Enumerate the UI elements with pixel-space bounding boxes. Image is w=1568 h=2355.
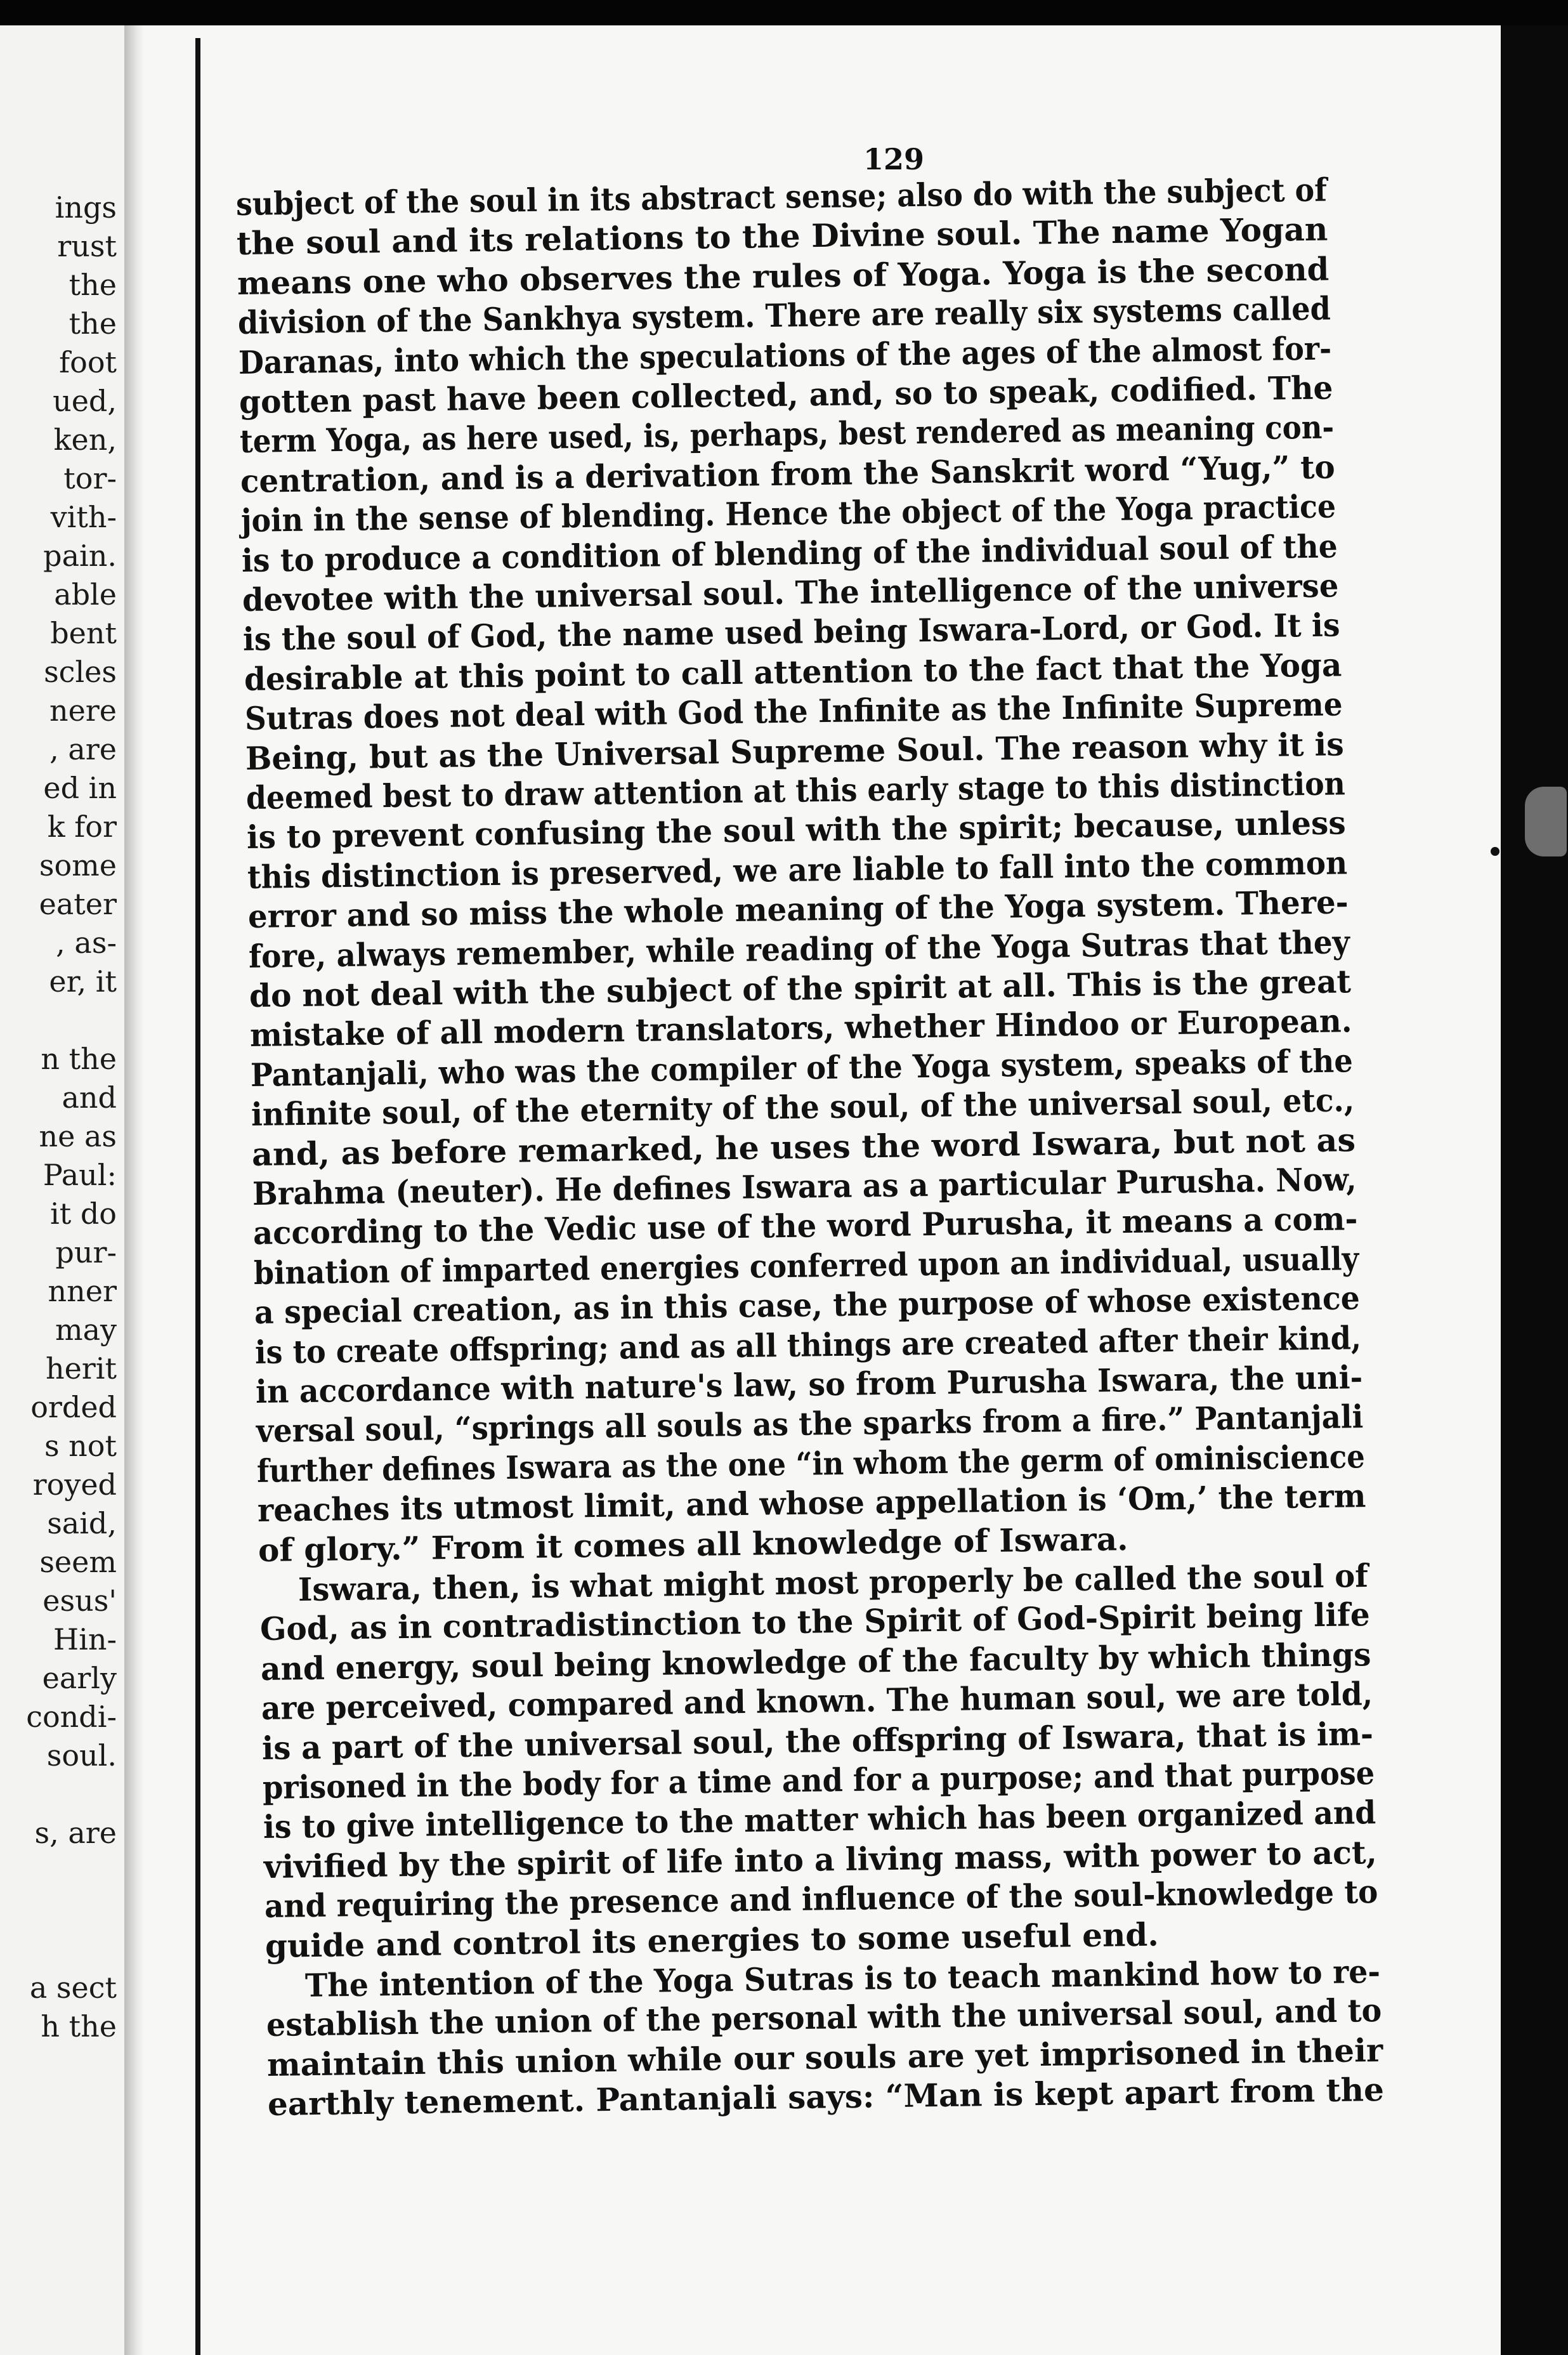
facing-page-fragment: condi- — [26, 1700, 117, 1734]
text-line: a special creation, as in this case, the purpose of whose existence — [254, 1279, 1361, 1332]
text-line: and requiring the presence and influence of the soul-knowledge to — [264, 1873, 1378, 1925]
text-line: Daranas, into which the speculations of the ages of the almost for- — [238, 329, 1332, 381]
text-line: maintain this union while our souls are yet imprisoned in their — [266, 2031, 1383, 2083]
facing-page-fragment: soul. — [46, 1738, 117, 1773]
text-line: is to prevent confusing the soul with the spirit; because, unless — [246, 804, 1346, 856]
text-line: term Yoga, as here used, is, perhaps, best rendered as meaning con- — [239, 408, 1335, 461]
facing-page-fragment: royed — [32, 1467, 117, 1502]
facing-page-fragment: Paul: — [42, 1158, 117, 1192]
text-line: division of the Sankhya system. There are really six systems called — [237, 289, 1331, 342]
text-line: according to the Vedic use of the word Purusha, it means a com- — [252, 1200, 1358, 1252]
text-line: is a part of the universal soul, the offspring of Iswara, that is im- — [261, 1714, 1373, 1767]
text-line: further defines Iswara as the one “in whom the germ of ominiscience — [256, 1437, 1366, 1490]
scan-right-border — [1501, 25, 1568, 2355]
facing-page-fragment: herit — [45, 1351, 117, 1386]
scan-top-border — [0, 0, 1568, 25]
text-line: is the soul of God, the name used being Iswara-Lord, or God. It is — [243, 606, 1341, 659]
text-line: the soul and its relations to the Divine soul. The name Yogan — [236, 210, 1328, 263]
facing-page-fragment: er, it — [49, 964, 117, 999]
facing-page-fragment: s not — [44, 1429, 117, 1463]
text-line: is to give intelligence to the matter which has been organized and — [263, 1794, 1376, 1846]
text-line: infinite soul, of the eternity of the soul, of the universal soul, etc., — [251, 1081, 1355, 1134]
facing-page-fragment: vith- — [50, 500, 117, 534]
facing-page-fragment: able — [54, 577, 117, 612]
text-line: reaches its utmost limit, and whose appellation is ‘Om,’ the term — [257, 1477, 1367, 1530]
text-line: God, as in contradistinction to the Spirit of God-Spirit being life — [259, 1596, 1370, 1648]
facing-page-fragment: s, are — [34, 1816, 117, 1850]
facing-page-fragment: scles — [44, 655, 117, 689]
facing-page-fragment: and — [62, 1080, 117, 1115]
facing-page-fragment: n the — [41, 1042, 117, 1076]
text-line: Brahma (neuter). He defines Iswara as a particular Purusha. Now, — [252, 1160, 1357, 1212]
text-line: and energy, soul being knowledge of the faculty by which things — [260, 1635, 1371, 1688]
text-line: centration, and is a derivation from the Sanskrit word “Yug,” to — [240, 448, 1336, 500]
facing-page-fragment: said, — [47, 1506, 117, 1540]
text-line: vivified by the spirit of life into a living mass, with power to act, — [263, 1833, 1377, 1886]
facing-page-fragment: a sect — [29, 1971, 117, 2005]
facing-page-fragment: foot — [59, 345, 117, 379]
facing-page-fragment: ne as — [39, 1119, 117, 1153]
text-line: are perceived, compared and known. The human soul, we are told, — [261, 1675, 1373, 1728]
clip-mark — [1525, 787, 1567, 856]
text-line: means one who observes the rules of Yoga. Yoga is the second — [237, 250, 1330, 302]
facing-page-fragment: ings — [55, 190, 117, 225]
page-margin-line — [195, 38, 200, 2355]
facing-page-fragment: rust — [57, 229, 117, 263]
facing-page-edge — [0, 25, 124, 2355]
text-line: earthly tenement. Pantanjali says: “Man is kept apart from the — [267, 2071, 1385, 2123]
page-number: 129 — [863, 142, 925, 176]
facing-page-fragment: early — [42, 1661, 117, 1695]
text-line: is to create offspring; and as all things are created after their kind, — [254, 1318, 1362, 1371]
facing-page-fragment: ed in — [43, 771, 117, 805]
book-gutter — [124, 25, 143, 2355]
facing-page-fragment: orded — [30, 1390, 117, 1424]
facing-page-fragment: nner — [48, 1274, 117, 1308]
facing-page-fragment: ken, — [53, 423, 117, 457]
facing-page-fragment: esus' — [42, 1584, 117, 1618]
text-line: versal soul, “springs all souls as the sparks from a fire.” Pantanjali — [256, 1398, 1364, 1450]
facing-page-fragment: bent — [50, 616, 117, 650]
text-line: Sutras does not deal with God the Infinite as the Infinite Supreme — [244, 685, 1343, 738]
text-line: gotten past have been collected, and, so to speak, codified. The — [238, 369, 1333, 421]
text-line: in accordance with nature's law, so from Purusha Iswara, the uni- — [255, 1358, 1363, 1410]
facing-page-fragment: tor- — [63, 461, 117, 495]
text-line: do not deal with the subject of the spirit at all. This is the great — [249, 962, 1352, 1014]
text-line: mistake of all modern translators, whether Hindoo or European. — [249, 1002, 1352, 1054]
facing-page-fragment: nere — [49, 693, 117, 728]
text-line: and, as before remarked, he uses the word Iswara, but not as — [251, 1120, 1356, 1173]
facing-page-fragment: , are — [49, 732, 117, 766]
facing-page-fragment: pain. — [43, 539, 117, 573]
facing-page-fragment: the — [69, 306, 117, 341]
facing-page-fragment: k for — [47, 810, 117, 844]
text-line: bination of imparted energies conferred upon an individual, usually — [253, 1239, 1359, 1292]
text-line: subject of the soul in its abstract sense; also do with the subject of — [235, 171, 1328, 223]
text-line: Iswara, then, is what might most properly be called the soul of — [298, 1556, 1369, 1608]
facing-page-fragment: Hin- — [53, 1622, 117, 1656]
text-line: of glory.” From it comes all knowledge of Iswara. — [258, 1519, 1129, 1569]
facing-page-fragment: the — [69, 268, 117, 302]
facing-page-fragment: h the — [41, 2009, 117, 2043]
facing-page-fragment: eater — [39, 887, 117, 921]
facing-page-fragment: pur- — [55, 1235, 117, 1269]
text-line: join in the sense of blending. Hence the object of the Yoga practice — [240, 487, 1336, 540]
facing-page-fragment: may — [55, 1313, 117, 1347]
text-line: this distinction is preserved, we are liable to fall into the common — [247, 844, 1348, 896]
text-line: The intention of the Yoga Sutras is to teach mankind how to re- — [304, 1952, 1381, 2004]
text-line: Being, but as the Universal Supreme Soul. The reason why it is — [245, 725, 1344, 777]
book-page — [143, 25, 1501, 2355]
margin-dot — [1491, 847, 1499, 856]
text-line: fore, always remember, while reading of the Yoga Sutras that they — [248, 922, 1350, 975]
facing-page-fragment: it do — [50, 1197, 117, 1231]
text-line: devotee with the universal soul. The intelligence of the universe — [242, 567, 1340, 619]
text-line: establish the union of the personal with the universal soul, and to — [266, 1991, 1382, 2044]
text-line: guide and control its energies to some useful end. — [265, 1915, 1159, 1965]
text-line: is to produce a condition of blending of the individual soul of the — [241, 527, 1338, 579]
text-line: prisoned in the body for a time and for a purpose; and that purpose — [262, 1754, 1375, 1806]
text-line: desirable at this point to call attention to the fact that the Yoga — [244, 646, 1342, 698]
text-line: deemed best to draw attention at this early stage to this distinction — [245, 764, 1345, 817]
facing-page-fragment: ued, — [53, 384, 117, 418]
facing-page-fragment: some — [39, 848, 117, 882]
text-line: Pantanjali, who was the compiler of the Yoga system, speaks of the — [250, 1042, 1354, 1094]
facing-page-fragment: , as- — [56, 926, 117, 960]
facing-page-fragment: seem — [39, 1545, 117, 1579]
text-line: error and so miss the whole meaning of the Yoga system. There- — [247, 883, 1349, 936]
